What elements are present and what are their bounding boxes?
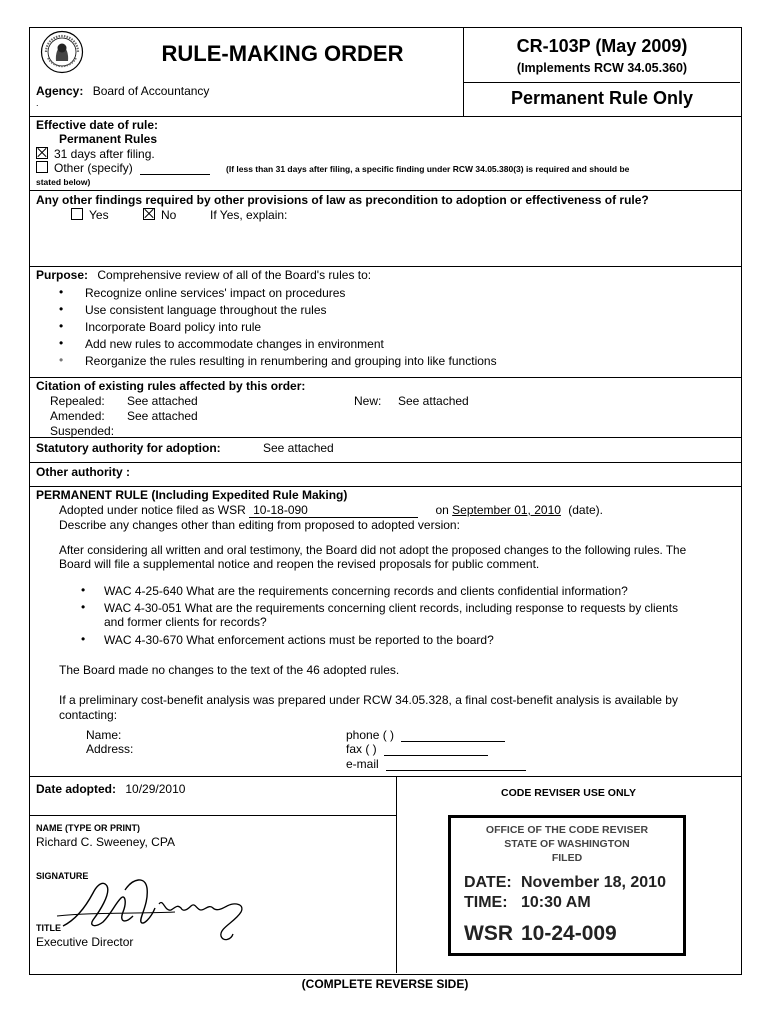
- date-adopted-row: [36, 782, 185, 796]
- other-authority-label: Other authority :: [36, 465, 131, 479]
- findings-question: Any other findings required by other provisions of law as precondition to adoption or effectiveness of rule?: [36, 193, 649, 207]
- bullet-icon: •: [81, 583, 86, 597]
- effective-note-cont: stated below): [36, 177, 91, 187]
- checkbox-31-days[interactable]: [36, 147, 48, 159]
- date-adopted-value[interactable]: 10/29/2010: [125, 782, 186, 796]
- other-specify-field[interactable]: [140, 174, 210, 175]
- section-divider: [29, 776, 741, 777]
- checkbox-other[interactable]: [36, 161, 48, 173]
- section-divider: [29, 377, 741, 378]
- bullet-icon: •: [59, 353, 64, 367]
- section-divider: [29, 266, 741, 267]
- wac-item: WAC 4-30-670 What enforcement actions must be reported to the board?: [104, 633, 494, 647]
- findings-explain: If Yes, explain:: [210, 208, 288, 222]
- agency-dot: .: [36, 98, 39, 108]
- bullet-icon: •: [59, 336, 64, 350]
- effective-note: (If less than 31 days after filing, a specific finding under RCW 34.05.380(3) is required and should be: [226, 164, 630, 174]
- section-divider: [29, 190, 741, 191]
- signature-label: SIGNATURE: [36, 871, 89, 881]
- citation-heading: Citation of existing rules affected by this order:: [36, 379, 306, 393]
- permanent-rule-only: Permanent Rule Only: [510, 88, 694, 108]
- filed-stamp: [448, 815, 686, 956]
- purpose-label: Purpose:: [36, 268, 89, 282]
- agency-label: Agency:: [36, 84, 84, 98]
- agency-row: [36, 84, 209, 98]
- signer-title[interactable]: Executive Director: [36, 935, 134, 949]
- stamp-wsr-value: 10-24-009: [521, 922, 617, 945]
- stamp-date-value: November 18, 2010: [521, 874, 666, 891]
- wsr-notice-field[interactable]: 10-18-090: [249, 503, 418, 518]
- statutory-label: Statutory authority for adoption:: [36, 441, 221, 455]
- cost-benefit-text: contacting:: [59, 708, 118, 722]
- cost-benefit-text: If a preliminary cost-benefit analysis was prepared under RCW 34.05.328, a final cost-benefit analysis is available by: [59, 693, 678, 707]
- bullet-icon: •: [81, 600, 86, 614]
- paragraph-line: Board will file a supplemental notice and reopen the revised proposals for public comment.: [59, 557, 540, 571]
- phone-label: phone ( ): [346, 728, 395, 742]
- findings-no: [143, 208, 176, 222]
- header-divider: [463, 82, 740, 83]
- date-suffix: (date).: [568, 503, 603, 517]
- purpose-item: Reorganize the rules resulting in renumbering and grouping into like functions: [85, 354, 497, 368]
- bullet-icon: •: [81, 632, 86, 646]
- new-label: New:: [354, 394, 382, 408]
- permanent-rules-label: Permanent Rules: [59, 132, 158, 146]
- bullet-icon: •: [59, 285, 64, 299]
- yes-label: Yes: [89, 208, 109, 222]
- option-31-days-label: 31 days after filing.: [54, 147, 155, 161]
- wac-item-cont: and former clients for records?: [104, 615, 267, 629]
- date-adopted-label: Date adopted:: [36, 782, 117, 796]
- email-label: e-mail: [346, 757, 379, 771]
- purpose-item: Recognize online services' impact on procedures: [85, 286, 346, 300]
- bullet-icon: •: [59, 319, 64, 333]
- adopted-under-notice: [59, 503, 603, 518]
- statutory-value[interactable]: See attached: [263, 441, 334, 455]
- stamp-wsr-label: WSR: [464, 922, 513, 945]
- new-value[interactable]: See attached: [398, 394, 469, 408]
- notice-date-field[interactable]: September 01, 2010: [452, 503, 561, 517]
- section-divider: [29, 116, 741, 117]
- section-divider: [29, 815, 396, 816]
- name-print-label: NAME (TYPE OR PRINT): [36, 823, 141, 833]
- describe-changes: Describe any changes other than editing from proposed to adopted version:: [59, 518, 460, 532]
- stamp-time-label: TIME:: [464, 894, 508, 911]
- stamp-office: OFFICE OF THE CODE REVISER: [485, 824, 649, 836]
- email-row: [346, 757, 526, 771]
- paragraph-line: After considering all written and oral testimony, the Board did not adopt the proposed changes to the following rules. The: [59, 543, 687, 557]
- section-divider: [29, 486, 741, 487]
- effective-heading: Effective date of rule:: [36, 118, 159, 132]
- repealed-label: Repealed:: [50, 394, 105, 408]
- wac-item: WAC 4-30-051 What are the requirements concerning client records, including response to requests by clients: [104, 601, 678, 615]
- option-31-days: [36, 147, 155, 161]
- purpose-item: Use consistent language throughout the rules: [85, 303, 327, 317]
- contact-name-label: Name:: [86, 728, 122, 742]
- on-label: on: [435, 503, 449, 517]
- stamp-date-label: DATE:: [464, 874, 512, 891]
- stamp-filed: FILED: [551, 852, 583, 864]
- adopted-prefix: Adopted under notice filed as WSR: [59, 503, 246, 517]
- form-id: CR-103P (May 2009): [516, 36, 688, 56]
- form-title: RULE-MAKING ORDER: [161, 41, 404, 66]
- fax-row: [346, 742, 488, 756]
- agency-value[interactable]: Board of Accountancy: [92, 84, 210, 98]
- state-seal-icon: [40, 30, 84, 74]
- amended-value[interactable]: See attached: [127, 409, 198, 423]
- stamp-state: STATE OF WASHINGTON: [504, 838, 630, 850]
- bullet-icon: •: [59, 302, 64, 316]
- footer-note: (COMPLETE REVERSE SIDE): [301, 977, 469, 991]
- findings-yes: [71, 208, 109, 222]
- fax-label: fax ( ): [346, 742, 377, 756]
- wac-item: WAC 4-25-640 What are the requirements concerning records and clients confidential information?: [104, 584, 628, 598]
- purpose-item: Incorporate Board policy into rule: [85, 320, 262, 334]
- option-other: [36, 161, 210, 175]
- handwritten-signature: [55, 868, 255, 943]
- implements-rcw: (Implements RCW 34.05.360): [516, 61, 688, 75]
- repealed-value[interactable]: See attached: [127, 394, 198, 408]
- no-changes-text: The Board made no changes to the text of the 46 adopted rules.: [59, 663, 400, 677]
- checkbox-no[interactable]: [143, 208, 155, 220]
- code-reviser-heading: CODE REVISER USE ONLY: [501, 787, 636, 799]
- no-label: No: [161, 208, 177, 222]
- section-divider: [29, 437, 741, 438]
- purpose-item: Add new rules to accommodate changes in environment: [85, 337, 384, 351]
- stamp-time-value: 10:30 AM: [521, 894, 591, 911]
- amended-label: Amended:: [50, 409, 105, 423]
- purpose-row: [36, 268, 371, 282]
- section-divider: [29, 462, 741, 463]
- contact-address-label: Address:: [86, 742, 134, 756]
- email-field[interactable]: [386, 770, 526, 771]
- suspended-label: Suspended:: [50, 424, 115, 438]
- permanent-rule-heading: PERMANENT RULE (Including Expedited Rule Making): [36, 488, 348, 502]
- bottom-divider: [396, 776, 397, 973]
- title-label: TITLE: [36, 923, 61, 933]
- checkbox-yes[interactable]: [71, 208, 83, 220]
- signer-name[interactable]: Richard C. Sweeney, CPA: [36, 835, 175, 849]
- fax-field[interactable]: [384, 755, 488, 756]
- phone-row: [346, 728, 505, 742]
- option-other-label: Other (specify): [54, 161, 133, 175]
- purpose-intro: Comprehensive review of all of the Board's rules to:: [97, 268, 372, 282]
